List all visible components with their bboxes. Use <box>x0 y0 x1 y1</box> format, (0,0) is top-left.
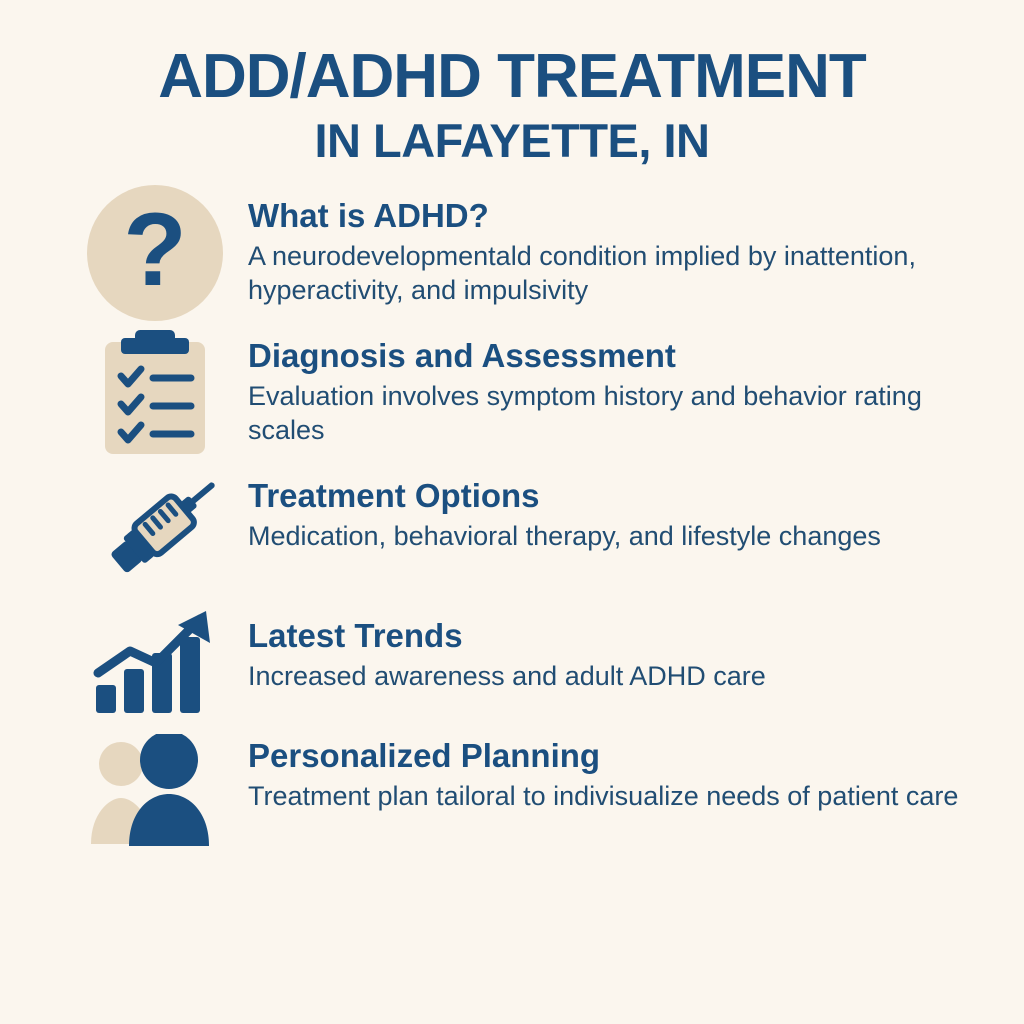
page-subtitle: IN LAFAYETTE, IN <box>314 114 710 168</box>
question-mark-circle-icon <box>80 191 230 315</box>
list-item <box>80 731 964 855</box>
list-item-description: A neurodevelopmentald condition implied by inattention, hyperactivity, and impulsivity <box>248 240 916 306</box>
list-item <box>80 331 964 455</box>
list-item <box>80 611 964 715</box>
list-item-text <box>248 191 964 308</box>
bar-chart-growth-icon <box>80 611 230 715</box>
list-item-text <box>248 331 964 448</box>
list-item-description: Medication, behavioral therapy, and lifestyle changes <box>248 520 881 551</box>
list-item <box>80 471 964 595</box>
list-item <box>80 191 964 315</box>
page-title: ADD/ADHD TREATMENT <box>158 42 866 111</box>
list-item-text <box>248 471 964 553</box>
list-item-title: Diagnosis and Assessment <box>248 336 676 374</box>
list-item-title: Latest Trends <box>248 616 463 654</box>
clipboard-checklist-icon <box>80 331 230 455</box>
list-item-title: What is ADHD? <box>248 196 489 234</box>
list-item-text <box>248 611 964 693</box>
svg-text:?: ? <box>123 191 187 308</box>
two-people-icon <box>80 731 230 855</box>
list-item-title: Personalized Planning <box>248 736 601 774</box>
info-item-list <box>60 191 964 855</box>
syringe-icon <box>80 471 230 595</box>
list-item-title: Treatment Options <box>248 476 540 514</box>
list-item-description: Increased awareness and adult ADHD care <box>248 660 766 691</box>
poster-header <box>60 44 964 167</box>
list-item-description: Evaluation involves symptom history and behavior rating scales <box>248 380 922 446</box>
list-item-description: Treatment plan tailoral to indivisualize needs of patient care <box>248 780 959 811</box>
list-item-text <box>248 731 964 813</box>
